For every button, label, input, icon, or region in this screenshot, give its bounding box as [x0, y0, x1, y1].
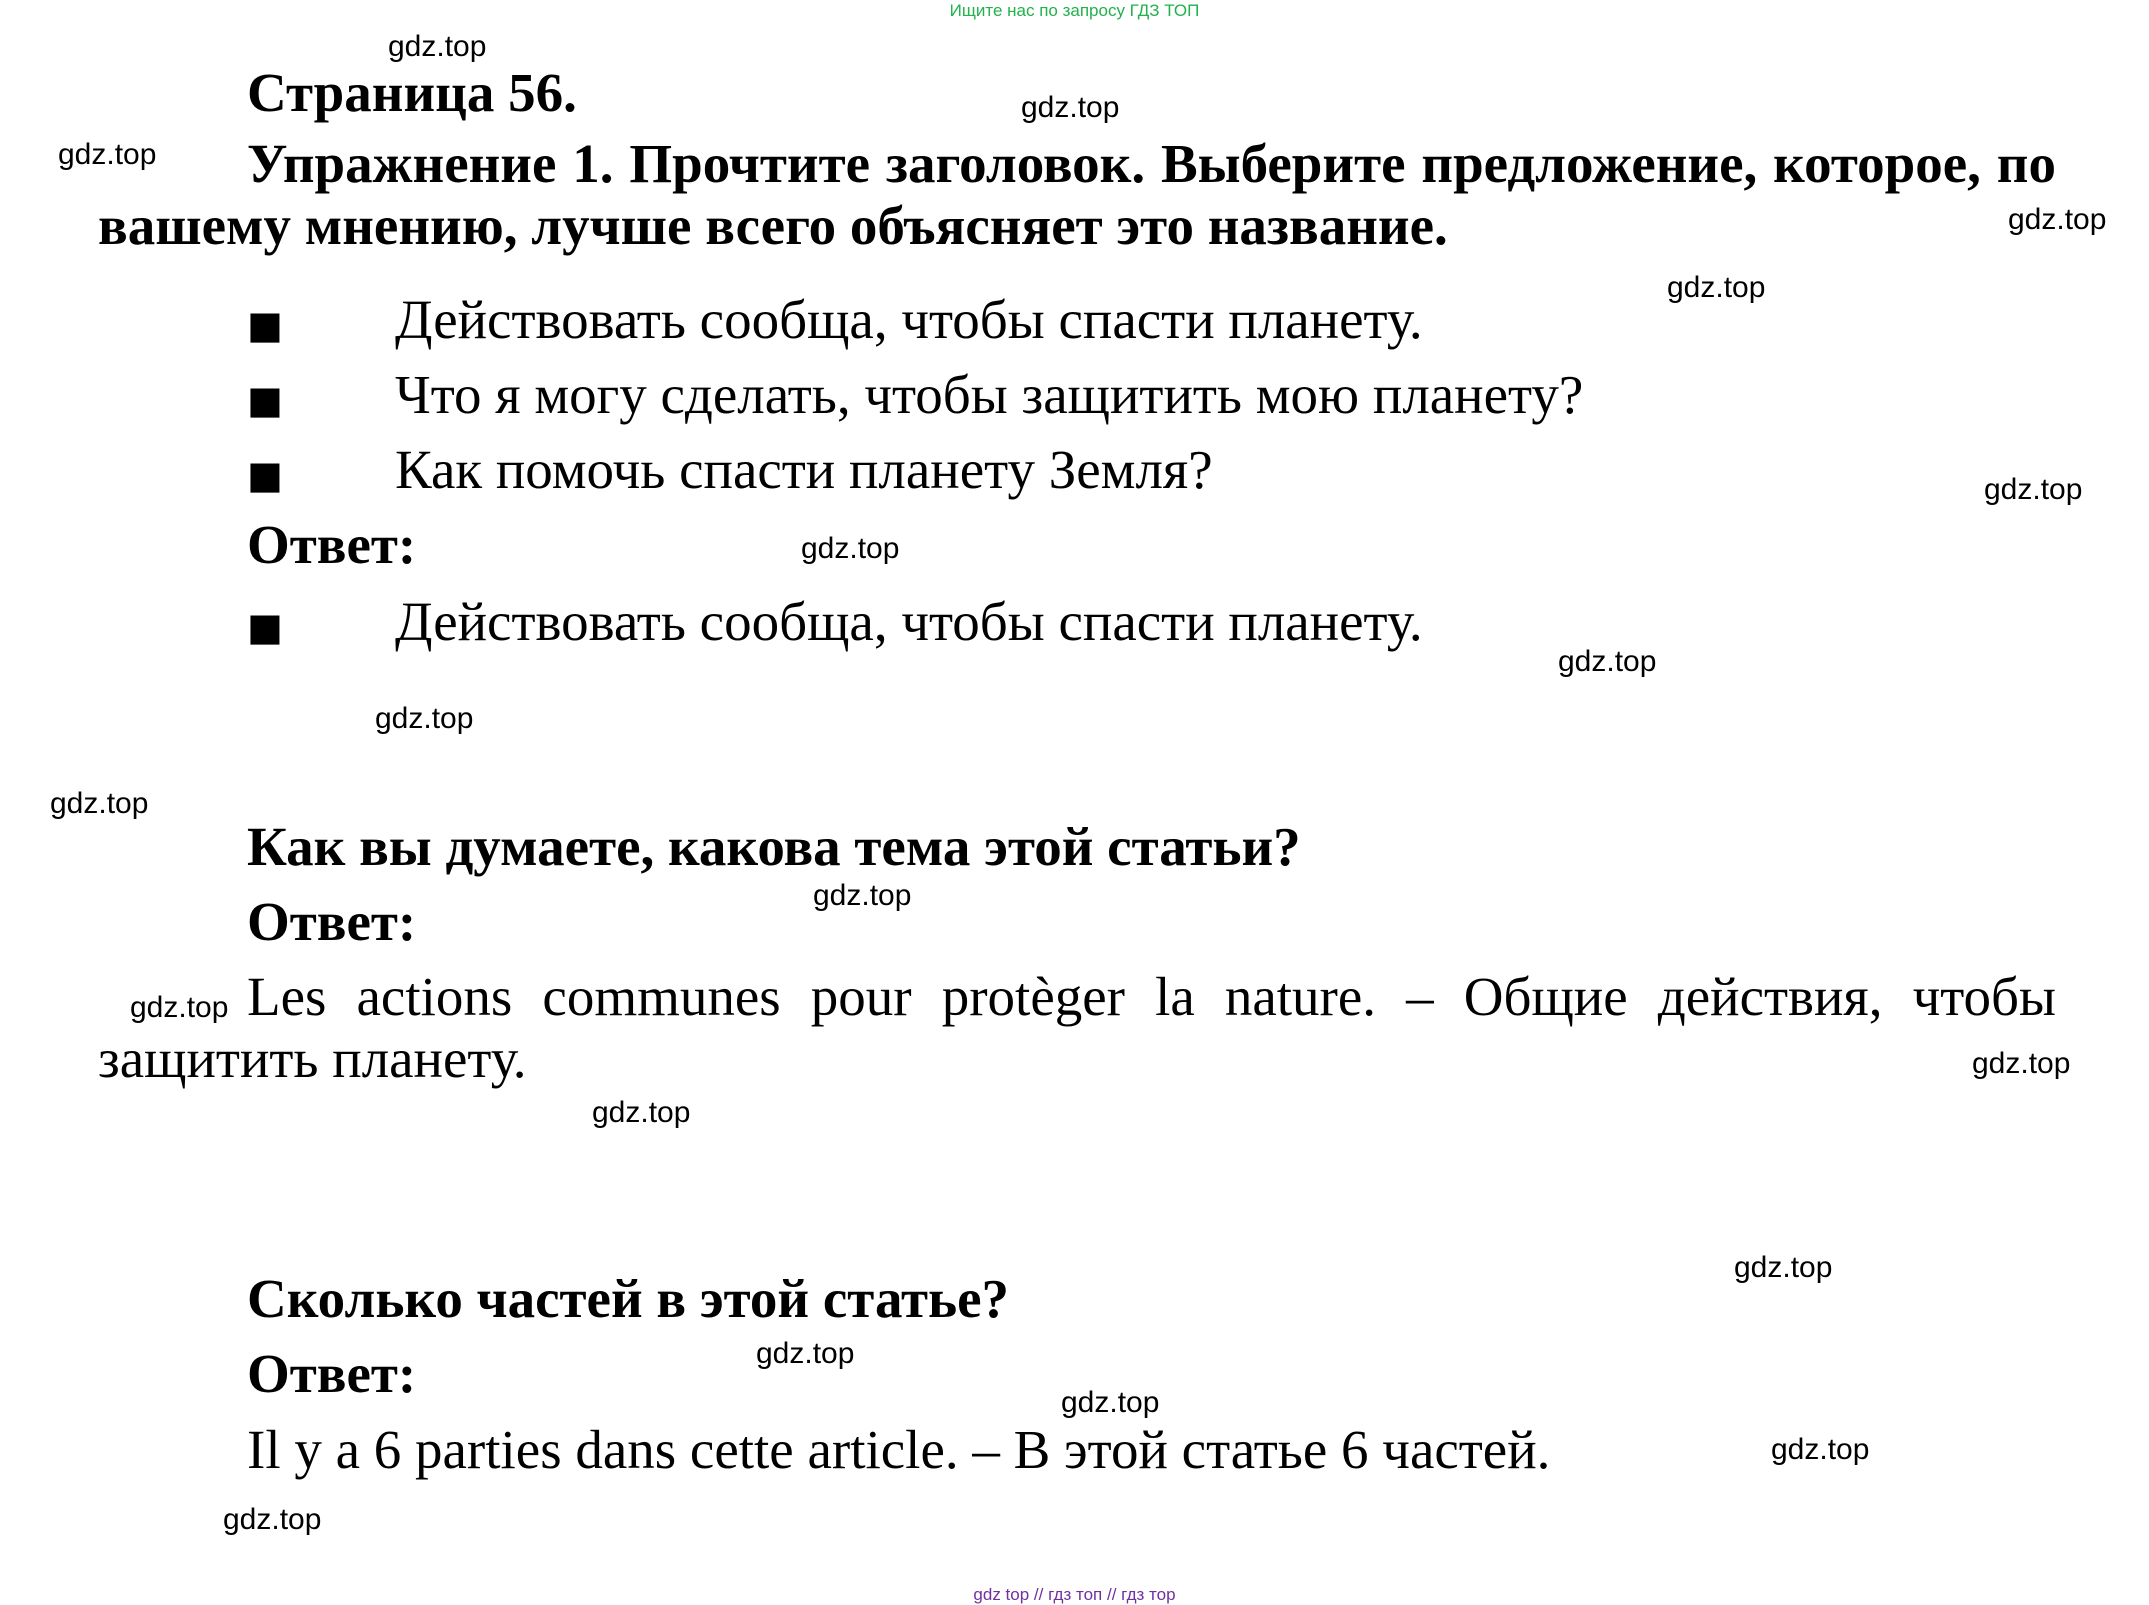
watermark: gdz.top	[592, 1096, 691, 1129]
watermark: gdz.top	[2008, 203, 2107, 236]
page-title: Страница 56.	[247, 62, 577, 123]
option-2	[247, 364, 1583, 431]
watermark: gdz.top	[50, 787, 149, 820]
option-3	[247, 439, 1213, 506]
answer-1-label: Ответ:	[247, 514, 417, 575]
watermark: gdz.top	[756, 1337, 855, 1370]
footer-links[interactable]	[0, 1585, 2149, 1605]
answer-1-text: Действовать сообща, чтобы спасти планету.	[395, 591, 1423, 652]
footer-link-1[interactable]: gdz top	[973, 1585, 1030, 1604]
option-1	[247, 289, 1423, 356]
answer-2-text: Les actions communes pour protèger la nature. – Общие действия, чтобы защитить планету.	[98, 966, 2056, 1089]
watermark: gdz.top	[813, 879, 912, 912]
watermark: gdz.top	[1984, 473, 2083, 506]
option-1-text: Действовать сообща, чтобы спасти планету.	[395, 289, 1423, 350]
option-2-text: Что я могу сделать, чтобы защитить мою планету?	[395, 364, 1584, 425]
bullet-square-icon: ■	[247, 605, 283, 650]
top-banner[interactable]: Ищите нас по запросу ГДЗ ТОП	[949, 1, 1200, 20]
question-3-heading: Сколько частей в этой статье?	[247, 1268, 1010, 1329]
watermark: gdz.top	[801, 532, 900, 565]
watermark: gdz.top	[1061, 1386, 1160, 1419]
bullet-square-icon: ■	[247, 378, 283, 423]
watermark: gdz.top	[1667, 271, 1766, 304]
watermark: gdz.top	[1972, 1047, 2071, 1080]
watermark: gdz.top	[1734, 1251, 1833, 1284]
exercise-1-heading: Упражнение 1. Прочтите заголовок. Выберите предложение, которое, по вашему мнению, лучше всего объясняет это название.	[98, 133, 2056, 256]
answer-3-text: Il y a 6 parties dans cette article. – В этой статье 6 частей.	[247, 1419, 1551, 1480]
watermark: gdz.top	[1558, 645, 1657, 678]
option-3-text: Как помочь спасти планету Земля?	[395, 439, 1213, 500]
footer-link-2[interactable]: гдз топ	[1048, 1585, 1103, 1604]
bullet-square-icon: ■	[247, 303, 283, 348]
watermark: gdz.top	[1771, 1433, 1870, 1466]
question-2-heading: Как вы думаете, какова тема этой статьи?	[247, 816, 1301, 877]
bullet-square-icon: ■	[247, 453, 283, 498]
watermark: gdz.top	[130, 991, 229, 1024]
footer-separator: //	[1106, 1585, 1117, 1604]
footer-link-3[interactable]: гдз тор	[1121, 1585, 1176, 1604]
watermark: gdz.top	[375, 702, 474, 735]
watermark: gdz.top	[223, 1503, 322, 1536]
watermark: gdz.top	[388, 30, 487, 63]
answer-3-label: Ответ:	[247, 1343, 417, 1404]
watermark: gdz.top	[1021, 91, 1120, 124]
footer-separator: //	[1033, 1585, 1044, 1604]
answer-2-label: Ответ:	[247, 891, 417, 952]
watermark: gdz.top	[58, 138, 157, 171]
answer-1	[247, 591, 1423, 658]
